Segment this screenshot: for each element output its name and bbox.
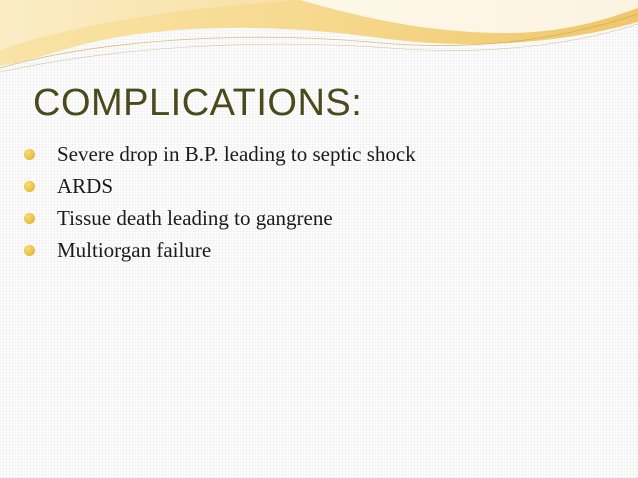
- bullet-item: [20, 204, 416, 236]
- bullet-dot-icon: [24, 213, 35, 224]
- bullet-dot-icon: [24, 149, 35, 160]
- bullet-text: Tissue death leading to gangrene: [57, 206, 333, 230]
- slide-title: COMPLICATIONS:: [33, 82, 363, 124]
- bullet-text: Multiorgan failure: [57, 238, 212, 262]
- bullet-dot-icon: [24, 181, 35, 192]
- bullet-item: [20, 236, 416, 268]
- bullet-text: ARDS: [57, 174, 114, 198]
- bullet-dot-icon: [24, 245, 35, 256]
- bullet-list: [20, 140, 416, 268]
- bullet-item: [20, 172, 416, 204]
- bullet-item: [20, 140, 416, 172]
- bullet-text: Severe drop in B.P. leading to septic shock: [57, 142, 416, 166]
- decorative-swoosh-banner: [0, 0, 638, 80]
